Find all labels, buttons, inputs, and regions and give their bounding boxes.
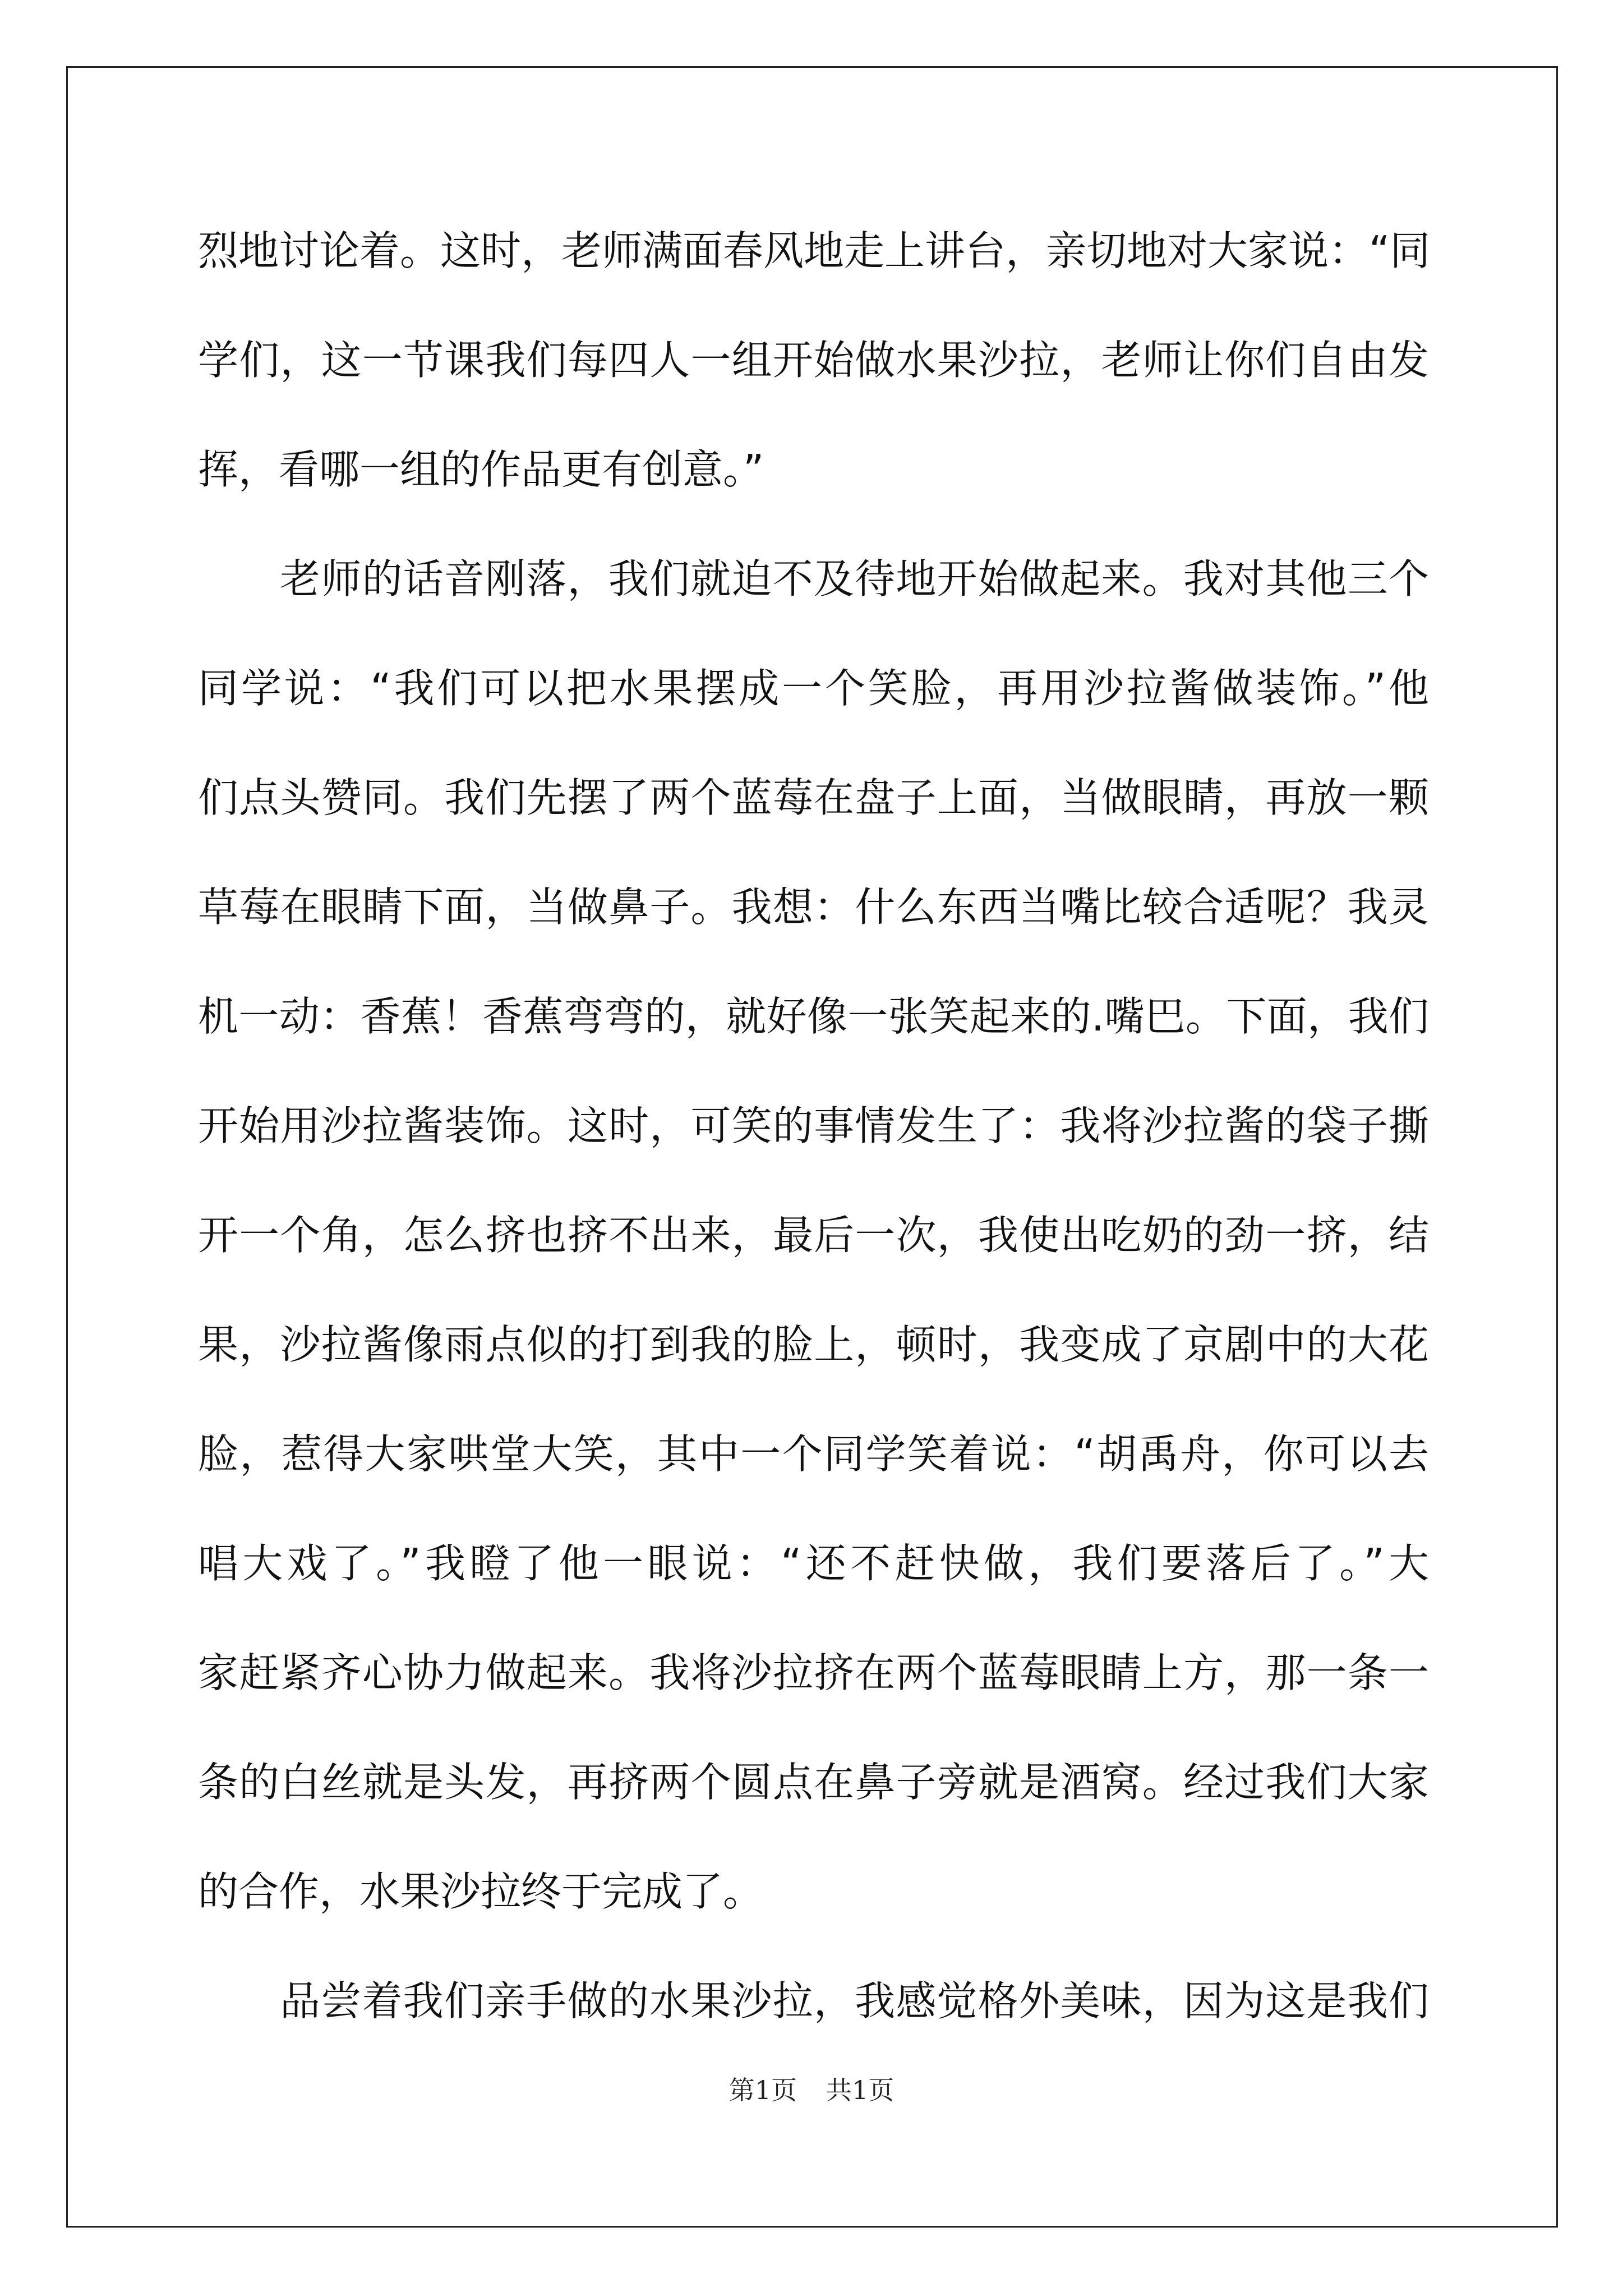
text-line-paragraph-start: 品尝着我们亲手做的水果沙拉，我感觉格外美味，因为这是我们	[280, 1977, 1429, 2024]
text-line: 草莓在眼睛下面，当做鼻子。我想：什么东西当嘴比较合适呢？我灵	[198, 884, 1429, 931]
text-line: 们点头赞同。我们先摆了两个蓝莓在盘子上面，当做眼睛，再放一颗	[198, 774, 1429, 821]
page-total: 共1页	[826, 2075, 895, 2105]
text-line: 挥，看哪一组的作品更有创意。”	[198, 446, 764, 493]
text-line: 脸，惹得大家哄堂大笑，其中一个同学笑着说：“胡禹舟，你可以去	[198, 1430, 1429, 1478]
text-line: 家赶紧齐心协力做起来。我将沙拉挤在两个蓝莓眼睛上方，那一条一	[198, 1649, 1429, 1696]
text-line: 烈地讨论着。这时，老师满面春风地走上讲台，亲切地对大家说：“同	[198, 227, 1431, 274]
text-line-paragraph-start: 老师的话音刚落，我们就迫不及待地开始做起来。我对其他三个	[280, 555, 1429, 602]
text-line: 机一动：香蕉！香蕉弯弯的，就好像一张笑起来的.嘴巴。下面，我们	[198, 993, 1429, 1040]
body-text	[198, 196, 1429, 2056]
page-number: 第1页	[728, 2075, 797, 2105]
text-line: 开一个角，怎么挤也挤不出来，最后一次，我使出吃奶的劲一挤，结	[198, 1212, 1429, 1259]
text-line: 果，沙拉酱像雨点似的打到我的脸上，顿时，我变成了京剧中的大花	[198, 1321, 1429, 1368]
text-line: 同学说：“我们可以把水果摆成一个笑脸，再用沙拉酱做装饰。”他	[198, 665, 1429, 712]
text-line: 条的白丝就是头发，再挤两个圆点在鼻子旁就是酒窝。经过我们大家	[198, 1759, 1429, 1806]
text-line: 的合作，水果沙拉终于完成了。	[198, 1868, 764, 1915]
text-line: 唱大戏了。”我瞪了他一眼说：“还不赶快做，我们要落后了。”大	[198, 1540, 1429, 1587]
text-line: 开始用沙拉酱装饰。这时，可笑的事情发生了：我将沙拉酱的袋子撕	[198, 1102, 1429, 1149]
text-line: 学们，这一节课我们每四人一组开始做水果沙拉，老师让你们自由发	[198, 337, 1429, 384]
page-footer	[0, 2070, 1623, 2107]
